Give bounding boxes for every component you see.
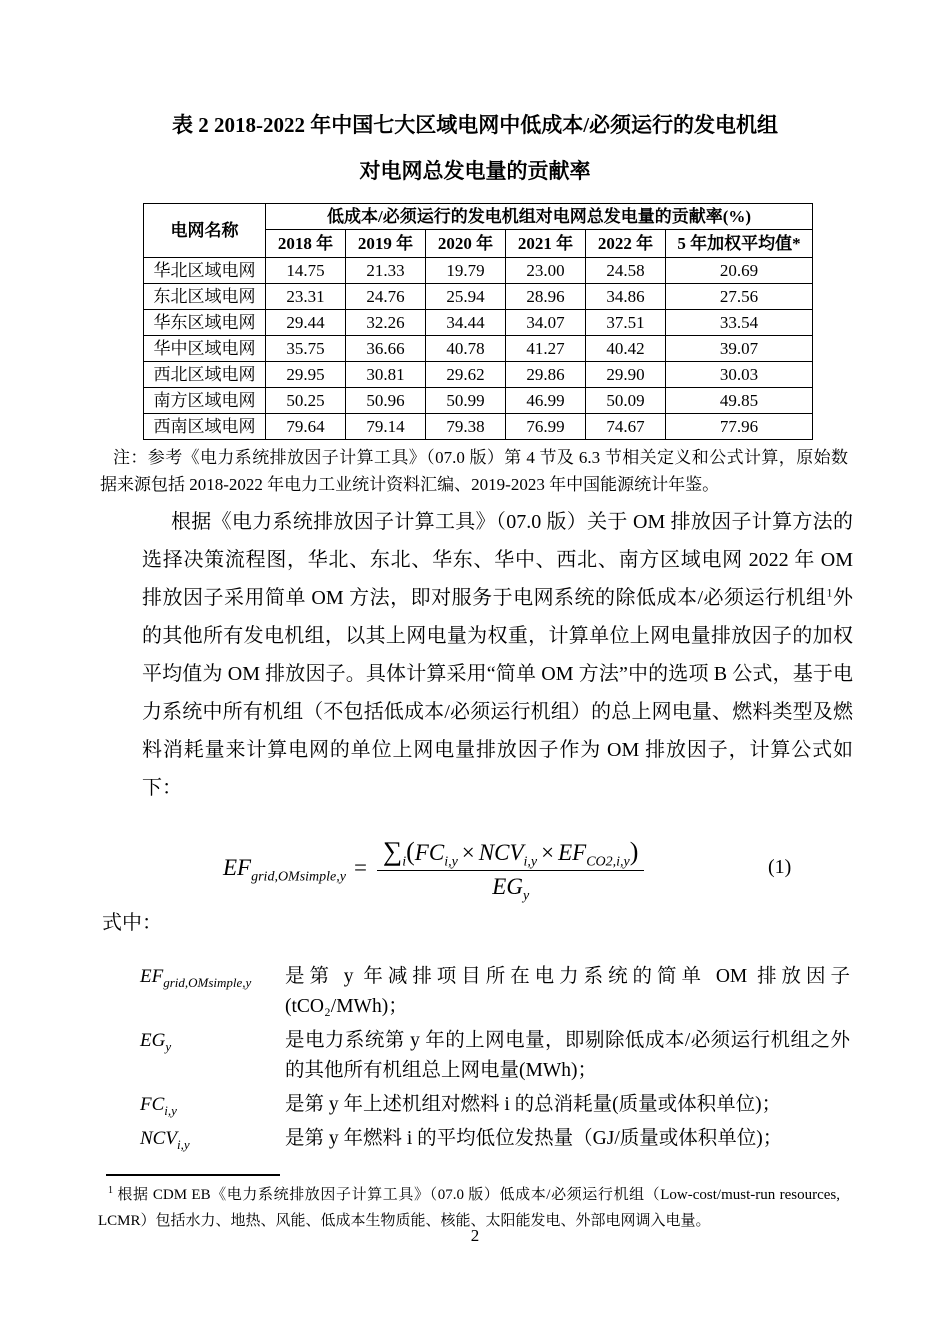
value-cell: 29.90: [586, 362, 666, 388]
contribution-rate-table: [143, 203, 813, 440]
value-cell: 29.62: [426, 362, 506, 388]
footnote-reference: 1: [826, 585, 833, 600]
value-cell: 39.07: [666, 336, 813, 362]
body-paragraph: [142, 503, 853, 807]
multiply-sign: ×: [461, 840, 475, 865]
definition-term: [140, 962, 285, 1022]
value-cell: 79.38: [426, 414, 506, 440]
grid-name-cell: 华北区域电网: [144, 258, 266, 284]
year-header: 2020 年: [426, 230, 506, 258]
term-base: EG: [140, 1030, 166, 1051]
eg-term: EG: [492, 874, 523, 899]
table-title: [0, 112, 950, 184]
year-header: 2018 年: [266, 230, 346, 258]
value-cell: 27.56: [666, 284, 813, 310]
sigma-subscript: i: [402, 854, 407, 870]
equation-1: [223, 826, 644, 910]
value-cell: 46.99: [506, 388, 586, 414]
table-header-row-1: [144, 204, 813, 230]
value-cell: 34.07: [506, 310, 586, 336]
ncv-subscript: i,y: [523, 854, 538, 870]
ef-term: EF: [558, 840, 587, 865]
grid-name-cell: 南方区域电网: [144, 388, 266, 414]
definition-row: [140, 962, 850, 1022]
value-cell: 77.96: [666, 414, 813, 440]
definition-description: 是电力系统第 y 年的上网电量，即剔除低成本/必须运行机组之外的其他所有机组总上网电量(MWh)；: [285, 1030, 850, 1081]
grid-name-cell: 东北区域电网: [144, 284, 266, 310]
grid-name-cell: 华东区域电网: [144, 310, 266, 336]
value-cell: 30.81: [346, 362, 426, 388]
term-subscript: grid,OMsimple,y: [163, 974, 252, 990]
fc-subscript: i,y: [444, 854, 458, 870]
grid-name-cell: 西北区域电网: [144, 362, 266, 388]
value-cell: 35.75: [266, 336, 346, 362]
term-base: NCV: [140, 1128, 177, 1149]
value-cell: 23.00: [506, 258, 586, 284]
value-cell: 34.44: [426, 310, 506, 336]
value-cell: 29.86: [506, 362, 586, 388]
definition-description: 是第 y 年减排项目所在电力系统的简单 OM 排放因子(tCO₂/MWh)；: [285, 966, 850, 1017]
value-cell: 33.54: [666, 310, 813, 336]
value-cell: 50.96: [346, 388, 426, 414]
value-cell: 23.31: [266, 284, 346, 310]
value-cell: 20.69: [666, 258, 813, 284]
value-cell: 40.78: [426, 336, 506, 362]
value-cell: 24.58: [586, 258, 666, 284]
term-subscript: i,y: [176, 1136, 190, 1152]
term-subscript: y: [165, 1038, 172, 1054]
year-header: 2022 年: [586, 230, 666, 258]
definition-term: [140, 1090, 285, 1120]
close-paren: ): [629, 837, 639, 866]
table-title-line2: 对电网总发电量的贡献率: [359, 159, 591, 183]
value-cell: 30.03: [666, 362, 813, 388]
table-row: [144, 362, 813, 388]
fraction-denominator: [492, 871, 530, 904]
value-cell: 50.09: [586, 388, 666, 414]
value-cell: 79.14: [346, 414, 426, 440]
page-number: 2: [470, 1226, 480, 1245]
where-label: 式中：: [102, 912, 162, 934]
year-header: 2019 年: [346, 230, 426, 258]
table-title-line1: 表 2 2018-2022 年中国七大区域电网中低成本/必须运行的发电机组: [171, 113, 779, 137]
value-cell: 19.79: [426, 258, 506, 284]
value-cell: 74.67: [586, 414, 666, 440]
value-cell: 34.86: [586, 284, 666, 310]
value-cell: 40.42: [586, 336, 666, 362]
equation-lhs: [223, 855, 346, 885]
table-row: [144, 388, 813, 414]
footnote-divider: [106, 1174, 280, 1176]
definition-description: 是第 y 年燃料 i 的平均低位发热量（GJ/质量或体积单位)；: [285, 1128, 783, 1149]
term-base: EF: [140, 966, 164, 987]
value-cell: 28.96: [506, 284, 586, 310]
grid-name-header: 电网名称: [144, 204, 266, 258]
footnote-text: 根据 CDM EB《电力系统排放因子计算工具》（07.0 版）低成本/必须运行机组（Low-cost/must-run resources, LCMR）包括水力、地热、风能、低成本生物质能、核能、太阳能发电、外部电网调入电量。: [98, 1187, 840, 1229]
value-cell: 49.85: [666, 388, 813, 414]
definition-row: [140, 1026, 850, 1086]
weighted-average-header: 5 年加权平均值*: [666, 230, 813, 258]
table-row: [144, 284, 813, 310]
value-cell: 32.26: [346, 310, 426, 336]
value-cell: 37.51: [586, 310, 666, 336]
multiply-sign: ×: [541, 840, 555, 865]
sigma-symbol: ∑: [382, 836, 403, 866]
definition-description: 是第 y 年上述机组对燃料 i 的总消耗量(质量或体积单位)；: [285, 1094, 782, 1115]
definition-row: [140, 1124, 850, 1154]
value-cell: 41.27: [506, 336, 586, 362]
open-paren: (: [406, 837, 415, 866]
table-row: [144, 258, 813, 284]
ncv-term: NCV: [478, 840, 524, 865]
table-note: 注：参考《电力系统排放因子计算工具》（07.0 版）第 4 节及 6.3 节相关定义和公式计算，原始数据来源包括 2018-2022 年电力工业统计资料汇编、2019-2023 年中国能源统计年鉴。: [100, 448, 848, 494]
term-subscript: i,y: [164, 1102, 177, 1118]
fraction-numerator: [377, 836, 644, 871]
value-cell: 79.64: [266, 414, 346, 440]
value-cell: 36.66: [346, 336, 426, 362]
grid-name-cell: 西南区域电网: [144, 414, 266, 440]
definition-term: [140, 1124, 285, 1154]
table-row: [144, 310, 813, 336]
symbol-definitions: [140, 962, 850, 1158]
equation-fraction: [377, 836, 644, 904]
value-cell: 21.33: [346, 258, 426, 284]
footnote-marker: 1: [108, 1185, 113, 1196]
eg-subscript: y: [522, 888, 530, 904]
equation-lhs-base: EF: [223, 855, 252, 880]
value-cell: 29.44: [266, 310, 346, 336]
value-cell: 50.25: [266, 388, 346, 414]
fc-term: FC: [414, 840, 445, 865]
grid-name-cell: 华中区域电网: [144, 336, 266, 362]
year-header: 2021 年: [506, 230, 586, 258]
term-base: FC: [140, 1094, 165, 1115]
ef-subscript: CO2,i,y: [586, 854, 630, 870]
value-cell: 25.94: [426, 284, 506, 310]
value-cell: 24.76: [346, 284, 426, 310]
paragraph-text: 外的其他所有发电机组，以其上网电量为权重，计算单位上网电量排放因子的加权平均值为 OM 排放因子。具体计算采用“简单 OM 方法”中的选项 B 公式，基于电力系统中所有机组（不包括低成本/必须运行机组）的总上网电量、燃料类型及燃料消耗量来计算电网的单位上网电量排放因子作为 OM 排放因子，计算公式如下：: [142, 587, 853, 799]
table-row: [144, 414, 813, 440]
paragraph-text: 根据《电力系统排放因子计算工具》（07.0 版）关于 OM 排放因子计算方法的选择决策流程图，华北、东北、华东、华中、西北、南方区域电网 2022 年 OM 排放因子采用简单 OM 方法，即对服务于电网系统的除低成本/必须运行机组: [142, 511, 853, 609]
value-cell: 29.95: [266, 362, 346, 388]
equation-lhs-subscript: grid,OMsimple,y: [251, 869, 346, 885]
group-header: 低成本/必须运行的发电机组对电网总发电量的贡献率(%): [266, 204, 813, 230]
equation-number: (1): [768, 856, 792, 878]
value-cell: 50.99: [426, 388, 506, 414]
definition-term: [140, 1026, 285, 1086]
definition-row: [140, 1090, 850, 1120]
table-row: [144, 336, 813, 362]
equals-sign: =: [354, 855, 367, 880]
value-cell: 76.99: [506, 414, 586, 440]
value-cell: 14.75: [266, 258, 346, 284]
